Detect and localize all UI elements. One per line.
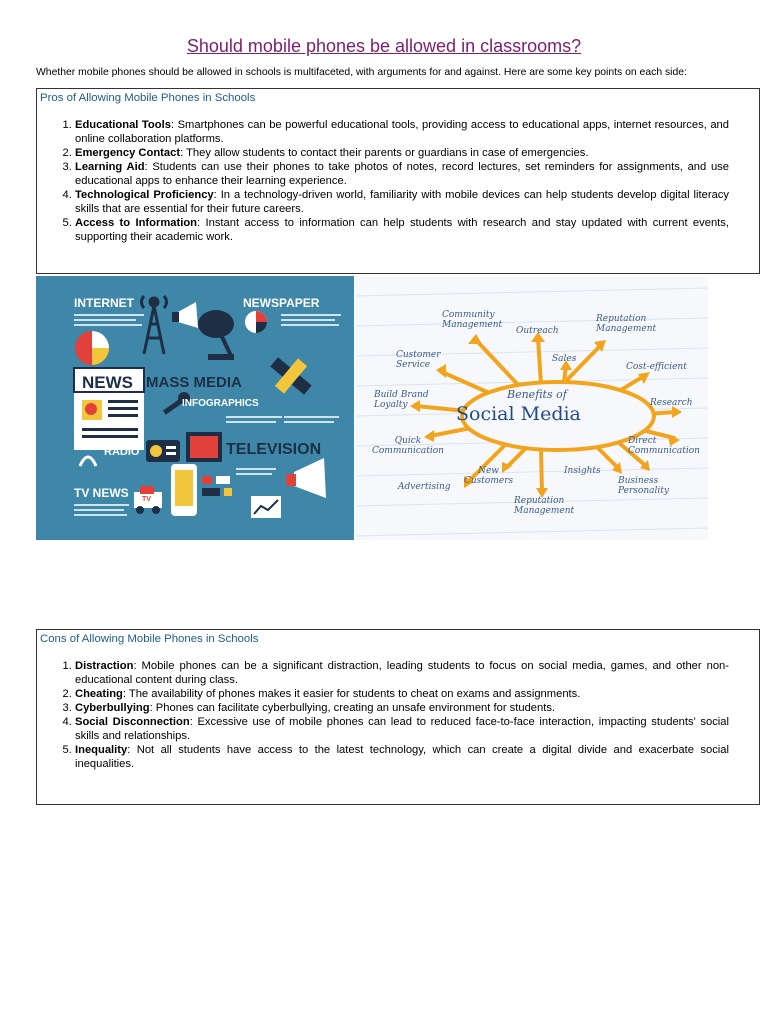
label-radio: RADIO: [104, 446, 140, 458]
item-term: Educational Tools: [75, 119, 171, 131]
list-item: [75, 188, 759, 216]
pros-list: [37, 118, 759, 244]
label-mass-media: MASS MEDIA: [146, 374, 242, 391]
tv-icon: [186, 432, 222, 462]
item-text: : Students can use their phones to take photos of notes, record lectures, set reminders for assignments, and use educational apps to enhance their learning experience.: [75, 161, 729, 187]
page-title: Should mobile phones be allowed in classrooms?: [186, 36, 582, 56]
cons-section: [36, 629, 760, 805]
label-reputation-top: Reputation Management: [596, 314, 657, 334]
item-term: Social Disconnection: [75, 716, 190, 728]
phone-icon: [171, 464, 197, 516]
label-newspaper: NEWSPAPER: [243, 296, 320, 310]
intro-text: Whether mobile phones should be allowed in schools is multifaceted, with arguments for and against. Here are some key points on each side:: [36, 67, 687, 78]
item-term: Inequality: [75, 744, 128, 756]
list-item: [75, 715, 759, 743]
label-sales: Sales: [552, 354, 577, 364]
satellite-icon: [263, 348, 320, 404]
list-item: [75, 701, 759, 715]
mass-media-image: [36, 276, 354, 540]
label-advertising: Advertising: [398, 482, 451, 492]
label-internet: INTERNET: [74, 296, 134, 310]
item-text: : Mobile phones can be a significant distraction, leading students to focus on social media, games, and other non-educational content during class.: [75, 660, 729, 686]
label-direct: Direct Communication: [628, 436, 700, 456]
label-tv-news: TV NEWS: [74, 486, 129, 500]
line-chart-icon: [251, 496, 281, 518]
center-main-text: Social Media: [456, 403, 581, 425]
list-item: [75, 659, 759, 687]
item-text: : In a technology-driven world, familiarity with mobile devices can help students develop digital literacy skills that are essential for their future careers.: [75, 189, 729, 215]
label-community: Community Management: [442, 310, 503, 330]
label-tv-badge: TV: [142, 496, 151, 503]
list-item: [75, 743, 759, 771]
label-research: Research: [650, 398, 693, 408]
cons-heading: Cons of Allowing Mobile Phones in Schools: [40, 633, 259, 645]
list-item: [75, 160, 759, 188]
label-brand: Build Brand Loyalty: [374, 390, 429, 410]
list-item: [75, 687, 759, 701]
pie-chart-icon: [75, 331, 109, 365]
label-business: Business Personality: [618, 476, 669, 496]
label-new-customers: New Customers: [464, 466, 514, 486]
item-text: : Not all students have access to the latest technology, which can create a digital divide and exacerbate social inequalities.: [75, 744, 729, 770]
center-top-text: Benefits of: [507, 388, 567, 401]
item-text: : Instant access to information can help students with research and stay updated with current events, supporting their academic work.: [75, 217, 729, 243]
cons-list: [37, 659, 759, 771]
loudspeaker-icon: [286, 458, 326, 498]
list-item: [75, 118, 759, 146]
radio-icon: [146, 440, 180, 462]
item-text: : They allow students to contact their parents or guardians in case of emergencies.: [180, 147, 589, 159]
label-television: TELEVISION: [226, 441, 322, 458]
label-news: NEWS: [82, 373, 133, 392]
list-item: [75, 146, 759, 160]
antenna-tower-icon: [142, 296, 167, 354]
item-term: Learning Aid: [75, 161, 145, 173]
item-term: Cheating: [75, 688, 123, 700]
item-term: Technological Proficiency: [75, 189, 214, 201]
item-term: Access to Information: [75, 217, 198, 229]
item-term: Emergency Contact: [75, 147, 181, 159]
label-insights: Insights: [564, 466, 601, 476]
label-reputation-bottom: Reputation Management: [514, 496, 575, 516]
pros-heading: Pros of Allowing Mobile Phones in Schools: [40, 92, 256, 104]
newspaper-chart-icon: [245, 311, 267, 333]
label-quick: Quick Communication: [372, 436, 444, 456]
item-text: : The availability of phones makes it easier for students to cheat on exams and assignments.: [122, 688, 581, 700]
item-term: Cyberbullying: [75, 702, 150, 714]
label-outreach: Outreach: [516, 326, 559, 336]
label-customer: Customer Service: [396, 350, 441, 370]
item-term: Distraction: [75, 660, 134, 672]
item-text: : Smartphones can be powerful educational tools, providing access to educational apps, internet resources, and online collaboration platforms.: [75, 119, 729, 145]
satellite-dish-icon: [198, 310, 234, 360]
item-text: : Excessive use of mobile phones can lead to reduced face-to-face interaction, impacting students' social skills and relationships.: [75, 716, 729, 742]
label-cost: Cost-efficient: [626, 362, 687, 372]
infographic-blocks-icon: [202, 476, 232, 496]
item-text: : Phones can facilitate cyberbullying, creating an unsafe environment for students.: [149, 702, 556, 714]
headphones-icon: [80, 457, 96, 466]
pros-section: [36, 88, 760, 274]
social-media-image: [356, 276, 708, 540]
label-infographics: INFOGRAPHICS: [182, 398, 259, 409]
megaphone-icon: [172, 302, 198, 328]
list-item: [75, 216, 759, 244]
